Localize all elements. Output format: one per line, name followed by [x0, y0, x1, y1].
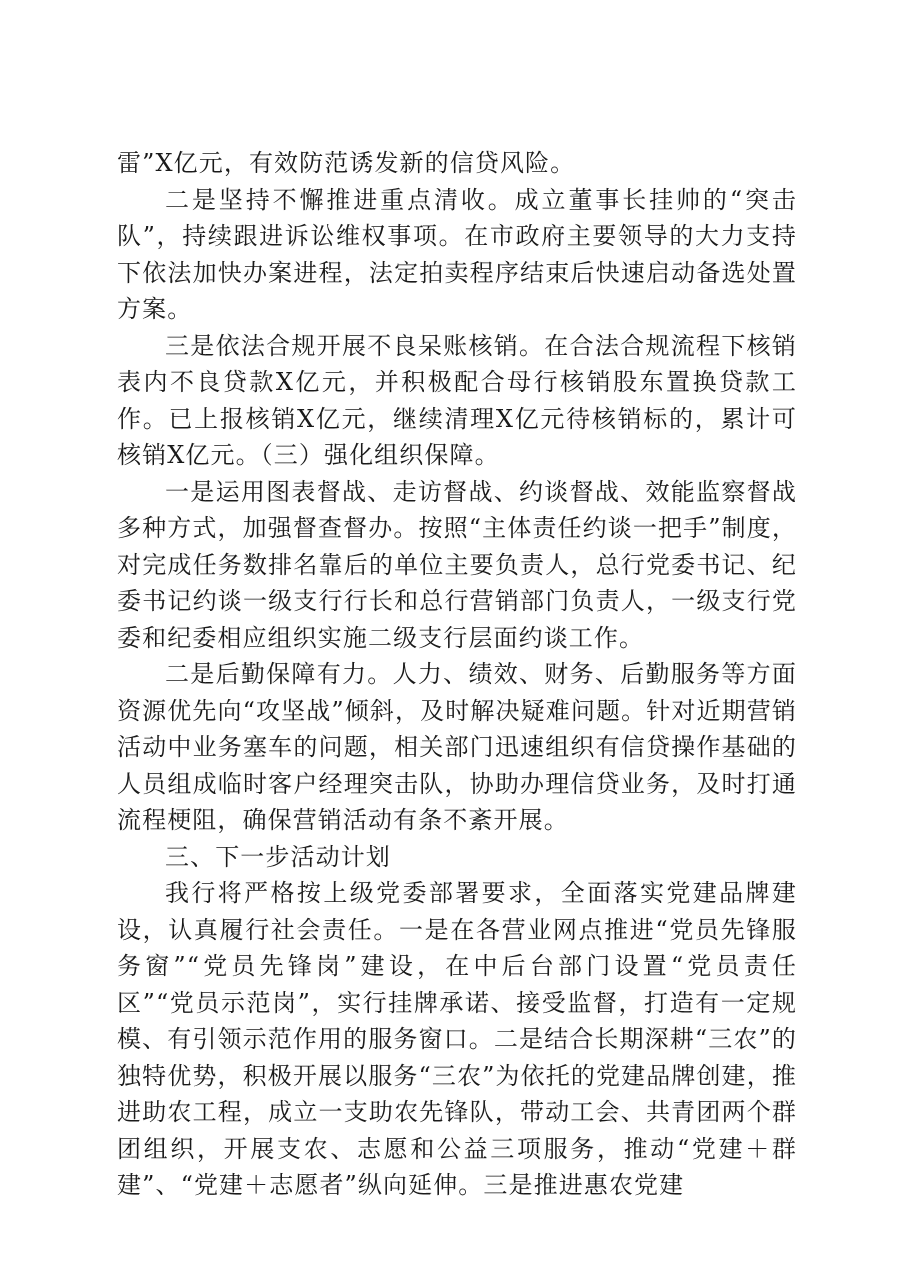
paragraph-1: 雷”X亿元，有效防范诱发新的信贷风险。	[117, 149, 576, 177]
paragraph-3: 三是依法合规开展不良呆账核销。在合法合规流程下核销表内不良贷款X亿元，并积极配合母行核销股东置换贷款工作。已上报核销X亿元，继续清理X亿元待核销标的，累计可核销X亿元。（三）强化组织保障。	[117, 331, 797, 469]
paragraph-4: 一是运用图表督战、走访督战、约谈督战、效能监察督战多种方式，加强督查督办。按照“主体责任约谈一把手”制度，对完成任务数排名靠后的单位主要负责人，总行党委书记、纪委书记约谈一级支行行长和总行营销部门负责人，一级支行党委和纪委相应组织实施二级支行层面约谈工作。	[117, 477, 797, 652]
section-heading: 三、下一步活动计划	[165, 842, 391, 871]
document-body	[117, 145, 797, 1204]
paragraph-2: 二是坚持不懈推进重点清收。成立董事长挂帅的“突击队”，持续跟进诉讼维权事项。在市政府主要领导的大力支持下依法加快办案进程，法定拍卖程序结束后快速启动备选处置方案。	[117, 185, 797, 323]
paragraph-7: 我行将严格按上级党委部署要求，全面落实党建品牌建设，认真履行社会责任。一是在各营业网点推进“党员先锋服务窗”“党员先锋岗”建设，在中后台部门设置“党员责任区”“党员示范岗”，实行挂牌承诺、接受监督，打造有一定规模、有引领示范作用的服务窗口。二是结合长期深耕“三农”的独特优势，积极开展以服务“三农”为依托的党建品牌创建，推进助农工程，成立一支助农先锋队，带动工会、共青团两个群团组织，开展支农、志愿和公益三项服务，推动“党建＋群建”、“党建＋志愿者”纵向延伸。三是推进惠农党建	[117, 879, 797, 1199]
paragraph-5: 二是后勤保障有力。人力、绩效、财务、后勤服务等方面资源优先向“攻坚战”倾斜，及时解决疑难问题。针对近期营销活动中业务塞车的问题，相关部门迅速组织有信贷操作基础的人员组成临时客户经理突击队，协助办理信贷业务，及时打通流程梗阻，确保营销活动有条不紊开展。	[117, 660, 797, 834]
